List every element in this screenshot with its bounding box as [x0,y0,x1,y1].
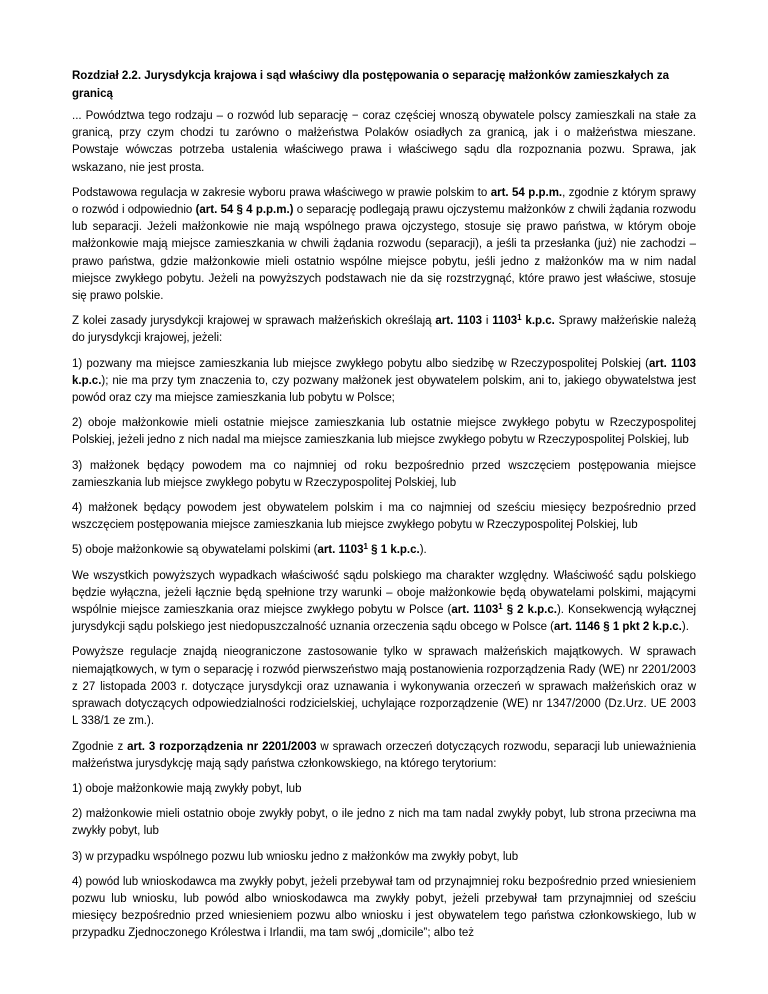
paragraph [72,644,696,730]
paragraph-text: ); nie ma przy tym znaczenia to, czy pozwany małżonek jest obywatelem polskim, ani to, jakiego obywatelstwa jest powód oraz czy ma miejsce zamieszkania lub pobytu w Polsce; [72,374,696,405]
paragraph [72,849,696,866]
legal-reference: 1103 [492,315,518,328]
paragraph-text: i [482,315,493,328]
paragraph-text: Sprawy małżeńskie należą do jurysdykcji krajowej, jeżeli: [72,315,697,345]
paragraph-text: 3) w przypadku wspólnego pozwu lub wniosku jedno z małżonków ma zwykły pobyt, lub [72,850,519,863]
paragraph-text: 4) małżonek będący powodem jest obywatelem polskim i ma co najmniej od sześciu miesięcy bezpośrednio przed wszczęciem postępowania miejsce zamieszkania lub miejsce zwykłego pobytu w Rzeczypospolitej Polskiej, lub [72,502,696,532]
paragraph [72,313,696,347]
paragraph-text: 1) pozwany ma miejsce zamieszkania lub miejsce zwykłego pobytu albo siedzibę w Rzeczypospolitej Polskiej ( [72,357,649,370]
paragraph [72,874,696,943]
legal-reference: k.p.c. [521,315,555,328]
paragraph-text: Podstawowa regulacja w zakresie wyboru prawa właściwego w prawie polskim to [72,186,491,199]
legal-reference: 1 [363,542,368,552]
paragraph-text: 4) powód lub wnioskodawca ma zwykły pobyt, jeżeli przebywał tam od przynajmniej roku bezpośrednio przed wniesieniem pozwu lub wniosku, lub powód albo wnioskodawca ma zwykły pobyt, jeżeli przebywał tam przynajmniej od sześciu miesięcy bezpośrednio przed wniesieniem pozwu albo wniosku i jest obywatelem tego państwa członkowskiego, lub w przypadku Zjednoczonego Królestwa i Irlandii, ma tam swój „domicile”; albo też [72,875,696,940]
paragraph-text: Z kolei zasady jurysdykcji krajowej w sprawach małżeńskich określają [72,315,436,328]
paragraph-text: 1) oboje małżonkowie mają zwykły pobyt, lub [72,782,302,795]
page-title: Rozdział 2.2. Jurysdykcja krajowa i sąd właściwy dla postępowania o separację małżonków zamieszkałych za granicą [72,70,669,100]
legal-reference: (art. 54 § 4 p.p.m.) [195,204,294,217]
paragraph [72,542,696,559]
legal-reference: art. 1103 [435,315,483,328]
paragraph [72,568,696,637]
paragraph [72,108,696,177]
paragraph-text: o separację podlegają prawu ojczystemu małżonków z chwili żądania rozwodu lub separacji. Jeżeli małżonkowie nie mają wspólnego prawa ojczystego, stosuje się prawo państwa, w którym oboje małżonkowie mają miejsce zamieszkania w chwili żądania rozwodu (separacji), a jeśli ta przesłanka (już) nie zachodzi – prawo państwa, gdzie małżonkowie mieli ostatnio wspólne miejsce pobytu, jeśli jedno z małżonków ma w nim nadal miejsce zwykłego pobytu. Jeżeli na powyższych podstawach nie da się rozstrzygnąć, które prawo jest właściwe, stosuje się prawo polskie. [72,204,696,303]
paragraph-text: 2) małżonkowie mieli ostatnio oboje zwykły pobyt, o ile jedno z nich ma tam nadal zwykły pobyt, lub strona przeciwna ma zwykły pobyt, lub [72,808,696,838]
legal-reference: art. 1103 [451,604,499,617]
paragraph [72,185,696,305]
legal-reference: art. 54 p.p.m. [490,186,563,199]
legal-reference: art. 1146 § 1 pkt 2 k.p.c. [554,621,682,634]
paragraph [72,500,696,534]
legal-reference: art. 1103 k.p.c. [72,357,696,387]
paragraph [72,739,696,773]
legal-reference: 1 [498,602,503,612]
legal-reference: art. 3 rozporządzenia nr 2201/2003 [127,740,317,753]
paragraph [72,806,696,840]
paragraph-text: ). [419,544,427,557]
paragraph [72,415,696,449]
paragraph-text: Zgodnie z [72,740,128,753]
paragraph-text: ... Powództwa tego rodzaju – o rozwód lub separację − coraz częściej wnoszą obywatele polscy zamieszkali na stałe za granicą, przy czym chodzi tu zarówno o małżeństwa Polaków osiadłych za granicą, jak i o małżeństwa mieszane. Powstaje wówczas potrzeba ustalenia właściwego prawa i właściwego sądu dla rozpoznania pozwu. Sprawa, jak wskazano, nie jest prosta. [72,110,696,174]
paragraph-text: 5) oboje małżonkowie są obywatelami polskimi ( [72,544,318,557]
document-body [72,108,696,943]
legal-reference: § 2 k.p.c. [502,604,557,617]
paragraph-text: 2) oboje małżonkowie mieli ostatnie miejsce zamieszkania lub ostatnie miejsce zwykłego pobytu w Rzeczypospolitej Polskiej, jeżeli jedno z nich nadal ma miejsce zamieszkania lub miejsce zwykłego pobytu w Rzeczypospolitej Polskiej, lub [72,417,696,447]
paragraph-text: , zgodnie z którym sprawy o rozwód i odpowiednio [72,186,697,217]
paragraph-text: ). [681,621,689,634]
paragraph-text: w sprawach orzeczeń dotyczących rozwodu, separacji lub unieważnienia małżeństwa jurysdykcję mają sądy państwa członkowskiego, na którego terytorium: [72,740,697,770]
paragraph-text: Powyższe regulacje znajdą nieograniczone zastosowanie tylko w sprawach małżeńskich majątkowych. W sprawach niemajątkowych, w tym o separację i rozwód pierwszeństwo mają postanowienia rozporządzenia Rady (WE) nr 2201/2003 z 27 listopada 2003 r. dotyczące jurysdykcji oraz uznawania i wykonywania orzeczeń w sprawach małżeńskich oraz w sprawach dotyczących odpowiedzialności rodzicielskiej, uchylające rozporządzenie (WE) nr 1347/2000 (Dz.Urz. UE 2003 L 338/1 ze zm.). [72,646,696,728]
paragraph [72,781,696,798]
legal-reference: 1 [517,313,522,323]
legal-reference: § 1 k.p.c. [367,544,420,557]
paragraph-text: ). Konsekwencją wyłącznej jurysdykcji sądu polskiego jest niedopuszczalność uznania orzeczenia sądu obcego w Polsce ( [72,604,697,634]
legal-reference: art. 1103 [317,544,364,557]
paragraph-text: 3) małżonek będący powodem ma co najmniej od roku bezpośrednio przed wszczęciem postępowania miejsce zamieszkania lub miejsce zwykłego pobytu w Rzeczypospolitej Polskiej, lub [72,459,696,489]
paragraph [72,458,696,492]
paragraph-text: We wszystkich powyższych wypadkach właściwość sądu polskiego ma charakter względny. Właściwość sądu polskiego będzie wyłączna, jeżeli łącznie będą spełnione trzy warunki – oboje małżonkowie będą obywatelami polskimi, mającymi wspólnie miejsce zamieszkania oraz miejsce zwykłego pobytu w Polsce ( [72,569,696,617]
paragraph [72,356,696,408]
